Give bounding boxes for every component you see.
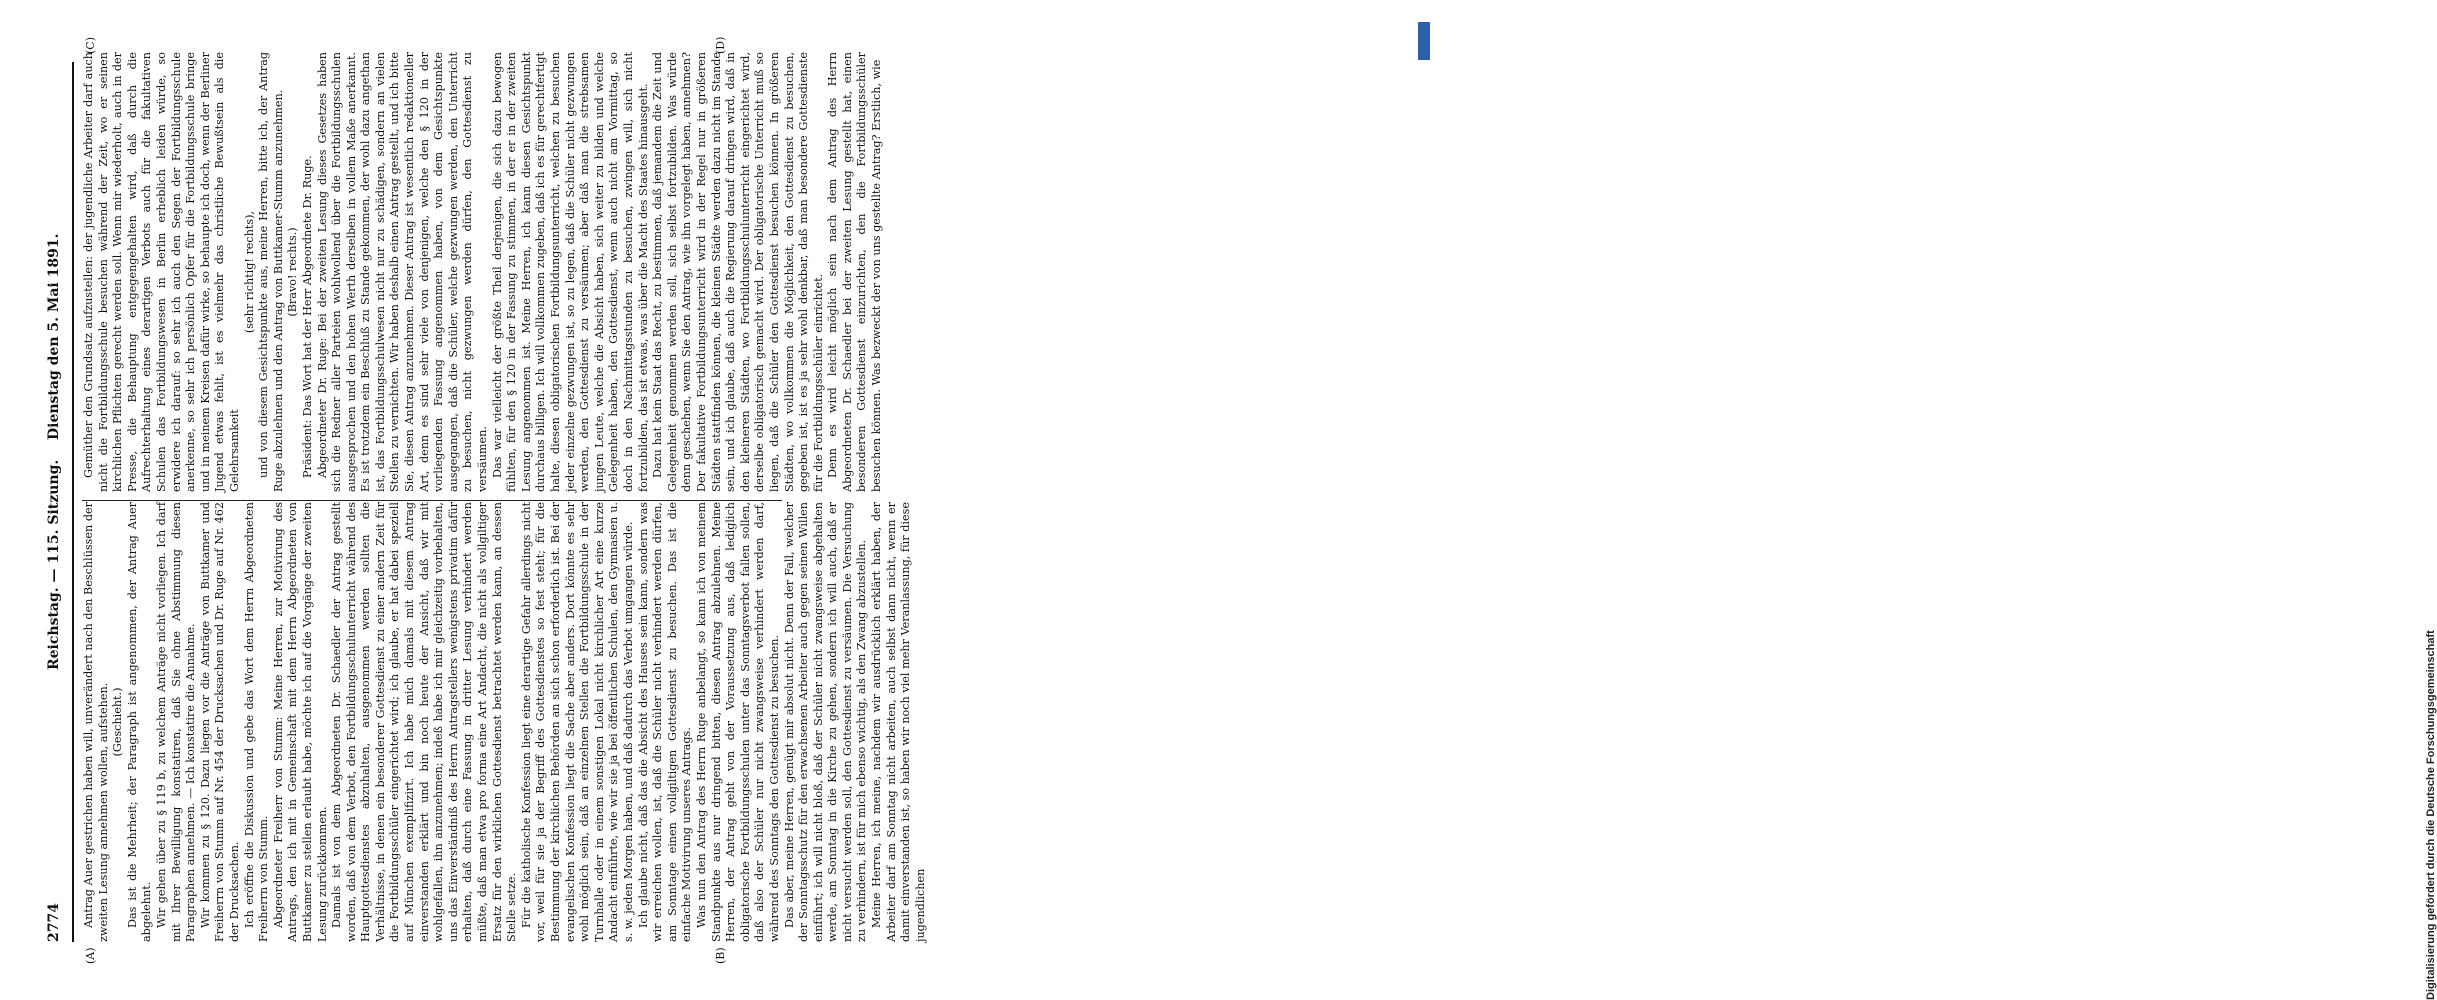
header-left-title: Reichstag. — 115. Sitzung.: [46, 459, 62, 670]
left-column: [82, 502, 927, 942]
paragraph: Für die katholische Konfession liegt eine derartige Gefahr allerdings nicht vor, weil für sie ja der Begriff des Gottesdienstes so fest steht; für die Bestimmung der kirchlichen Behörden an sich schon erforderlich ist. Bei der evangelischen Konfession liegt die Sache aber anders. Dort könnte es sehr wohl möglich sein, daß an einzelnen Stellen die Fortbildungsschule in der Turnhalle oder in einem sonstigen Lokal nicht kirchlicher Art eine kurze Andacht einführte, wie wir sie ja bei öffentlichen Schulen, den Gymnasien u. s. w. jeden Morgen haben, und daß dadurch das Verbot umgangen würde.: [519, 502, 635, 942]
paragraph: Meine Herren, ich meine, nachdem wir ausdrücklich erklärt haben, der Arbeiter darf am Sonntag nicht arbeiten, auch selbst dann nicht, wenn er damit einverstanden ist, so haben wir noch viel mehr Veranlassung, für diese jugendlichen: [870, 502, 927, 942]
paragraph: Wir kommen zu § 120. Dazu liegen vor die Anträge von Buttkamer und Freiherrn von Stumm auf Nr. 454 der Drucksachen und Dr. Ruge auf Nr. 462 der Drucksachen.: [198, 502, 241, 942]
paragraph: Das aber, meine Herren, genügt mir absolut nicht. Denn der Fall, welcher der Sonntagsschutz für den erwachsenen Arbeiter auch gegen seinen Willen einführt; ich will nicht bloß, daß der Schüler nicht zwangsweise abgehalten werde, am Sonntag in die Kirche zu gehen, sondern ich will auch, daß er nicht versucht werden soll, den Gottesdienst zu versäumen. Die Versuchung zu verhindern, ist für mich ebenso wichtig, als den Zwang abzustellen.: [782, 502, 869, 942]
paragraph: Das war vielleicht der größte Theil derjenigen, die sich dazu bewogen fühlten, für den § 120 in der Fassung zu stimmen, in der er in der zweiten Lesung angenommen ist. Meine Herren, ich kann diesen Gesichtspunkt durchaus billigen. Ich will vollkommen zugeben, daß ich es für gerechtfertigt halte, diesen obligatorischen Fortbildungsunterricht, welchen zu besuchen jeder einzelne gezwungen ist, so zu legen, daß die Schüler nicht gezwungen werden, den Gottesdienst zu versäumen; aber daß man die strebsamen jungen Leute, welche die Absicht haben, sich weiter zu bilden und welche Gelegenheit haben, den Gottesdienst, wenn auch nicht am Vormittag, so doch in den Nachmittagsstunden zu besuchen, zwingen will, sich nicht fortzubilden, das ist etwas, was über die Macht des Staates hinausgeht.: [490, 52, 650, 492]
page-number: 2774: [46, 903, 62, 942]
paragraph: Präsident: Das Wort hat der Herr Abgeordnete Dr. Ruge.: [300, 155, 314, 478]
paragraph: Ich glaube nicht, daß das die Absicht des Hauses sein kann, sondern was wir erreichen wollen, ist, daß die Schüler nicht verhindert werden dürfen, am Sonntage einen vollgiltigen Gottesdienst zu besuchen. Das ist die einfache Motivirung unseres Antrags.: [636, 502, 694, 942]
paragraph: (sehr richtig! rechts),: [242, 210, 256, 334]
paragraph: (Geschieht.): [111, 687, 125, 757]
paragraph: (Bravo! rechts.): [286, 227, 300, 317]
paragraph: Antrag Auer gestrichen haben will, unverändert nach den Beschlüssen der zweiten Lesung annehmen wollen, aufstehen.: [82, 502, 110, 942]
header-right-title: Dienstag den 5. Mai 1891.: [46, 233, 62, 440]
sidebar-strip: [1400, 0, 1430, 1000]
right-column: [82, 52, 884, 492]
margin-mark-b: (B): [714, 947, 727, 964]
paragraph: Gemüther den Grundsatz aufzustellen: der jugendliche Arbeiter darf auch nicht die Fortbildungsschule besuchen während der Zeit, wo er seinen kirchlichen Pflichten gerecht werden soll. Wenn mir wiederholt, auch in der Presse, die Behauptung entgegengehalten wird, daß durch die Aufrechterhaltung eines derartigen Verbots auch für die fakultativen Schulen das Fortbildungswesen in Berlin erheblich leiden würde, so erwidere ich darauf: so sehr ich auch den Segen der Fortbildungsschule anerkenne, so sehr ich persönlich Opfer für die Fortbildungsschule bringe und in meinem Kreisen dafür wirke, so behaupte ich doch, wenn der Berliner Jugend etwas fehlt, ist es vielmehr das christliche Bewußtsein als die Gelehrsamkeit: [82, 52, 241, 492]
dfg-logo-text: DFG: [1409, 32, 1419, 49]
column-divider: [82, 500, 782, 501]
paragraph: Das ist die Mehrheit; der Paragraph ist angenommen, der Antrag Auer abgelehnt.: [125, 502, 154, 942]
sidebar-credit: Digitalisierung gefördert durch die Deutsche Forschungsgemeinschaft: [2425, 630, 2437, 1000]
paragraph: Abgeordneter Freiherr von Stumm: Meine Herren, zur Motivirung des Antrags, den ich mit in Gemeinschaft mit dem Herrn Abgeordneten von Buttkamer zu stellen erlaubt habe, möchte ich auf die Vorgänge der zweiten Lesung zurückkommen.: [271, 502, 329, 942]
paragraph: Ich eröffne die Diskussion und gebe das Wort dem Herrn Abgeordneten Freiherrn von Stumm.: [242, 502, 271, 942]
dfg-logo: [1409, 22, 1430, 60]
paragraph: und von diesem Gesichtspunkte aus, meine Herren, bitte ich, der Antrag Ruge abzulehnen und den Antrag von Buttkamer-Stumm anzunehmen.: [257, 52, 285, 492]
paragraph: Was nun den Antrag des Herrn Ruge anbelangt, so kann ich von meinem Standpunkte aus nur dringend bitten, diesen Antrag abzulehnen. Meine Herren, der Antrag geht von der Voraussetzung aus, daß lediglich obligatorische Fortbildungsschulen unter das Sonntagsverbot fallen sollen, daß also der Schüler nur nicht zwangsweise verhindert werden darf, während des Sonntags den Gottesdienst zu besuchen.: [694, 502, 781, 942]
margin-mark-c: (C): [84, 37, 97, 54]
margin-mark-a: (A): [84, 947, 97, 964]
paragraph: Wir gehen über zu § 119 b, zu welchem Anträge nicht vorliegen. Ich darf mit Ihrer Bewilligung konstatiren, daß Sie ohne Abstimmung diesen Paragraphen annehmen. — Ich konstatire die Annahme.: [154, 502, 198, 942]
paragraph: Abgeordneter Dr. Ruge: Bei der zweiten Lesung dieses Gesetzes haben sich die Redner aller Parteien wohlwollend über die Fortbildungsschulen ausgesprochen und den hohen Werth derselben in vollem Maße anerkannt. Es ist trotzdem ein Beschluß zu Stande gekommen, der wohl dazu angethan ist, das Fortbildungsschulwesen nicht nur zu schädigen, sondern an vielen Stellen zu vernichten. Wir haben deshalb einen Antrag gestellt, und ich bitte Sie, diesen Antrag anzunehmen. Dieser Antrag ist wesentlich redaktioneller Art, denn es sind sehr viele von denjenigen, welche den § 120 in der vorliegenden Fassung angenommen haben, von dem Gesichtspunkte ausgegangen, daß die Schüler, welche gezwungen werden, den Unterricht zu besuchen, nicht gezwungen werden dürfen, den Gottesdienst zu versäumen.: [315, 52, 490, 492]
paragraph: Damals ist von dem Abgeordneten Dr. Schaedler der Antrag gestellt worden, daß von dem Verbot, den Fortbildungsschulunterricht während des Hauptgottesdienstes abzuhalten, ausgenommen werden sollten die Verhältnisse, in denen ein besonderer Gottesdienst zu einer andern Zeit für die Fortbildungsschüler eingerichtet wird; ich glaube, er hat dabei speziell auf München exemplifizirt. Ich habe mich damals mit diesem Antrag einverstanden erklärt und bin noch heute der Ansicht, daß wir mit wohlgefallen, ihn anzunehmen; indeß habe ich mir gleichzeitig vorbehalten, uns das Einverständniß des Herrn Antragstellers wenigstens privatim dafür erhalten, daß durch eine Fassung in dritter Lesung verhindert werden müßte, daß man etwa pro forma eine Art Andacht, die nicht als vollgiltiger Ersatz für den wirklichen Gottesdienst betrachtet werden kann, an dessen Stelle setze.: [330, 502, 519, 942]
paragraph: Denn es wird leicht möglich sein nach dem Antrag des Herrn Abgeordneten Dr. Schaedler bei der zweiten Lesung gestellt hat, einen besonderen Gottesdienst einzurichten, den die Fortbildungsschüler besuchen können. Was bezweckt der von uns gestellte Antrag? Erstlich, wie: [826, 52, 884, 492]
header-rule: [72, 62, 74, 942]
paragraph: Dazu hat kein Staat das Recht, zu bestimmen, daß jemandem die Zeit und Gelegenheit genommen werden soll, sich selbst fortzubilden. Was würde denn geschehen, wenn Sie den Antrag, wie ihn vorgelegt haben, annehmen? Der fakultative Fortbildungsunterricht wird in der Regel nur in größeren Städten stattfinden können, die kleinen Städte werden dazu nicht im Stande sein, und ich glaube, daß auch die Regierung darauf dringen wird, daß in den kleineren Städten, wo Fortbildungsschulunterricht eingerichtet wird, derselbe obligatorisch gemacht wird. Der obligatorische Unterricht muß so liegen, daß die Schüler den Gottesdienst besuchen können. In größeren Städten, wo vollkommen die Möglichkeit, den Gottesdienst zu besuchen, gegeben ist, ist es ja sehr wohl denkbar, daß man besondere Gottesdienste für die Fortbildungsschüler einrichtet.: [651, 52, 825, 492]
margin-mark-d: (D): [714, 36, 727, 54]
